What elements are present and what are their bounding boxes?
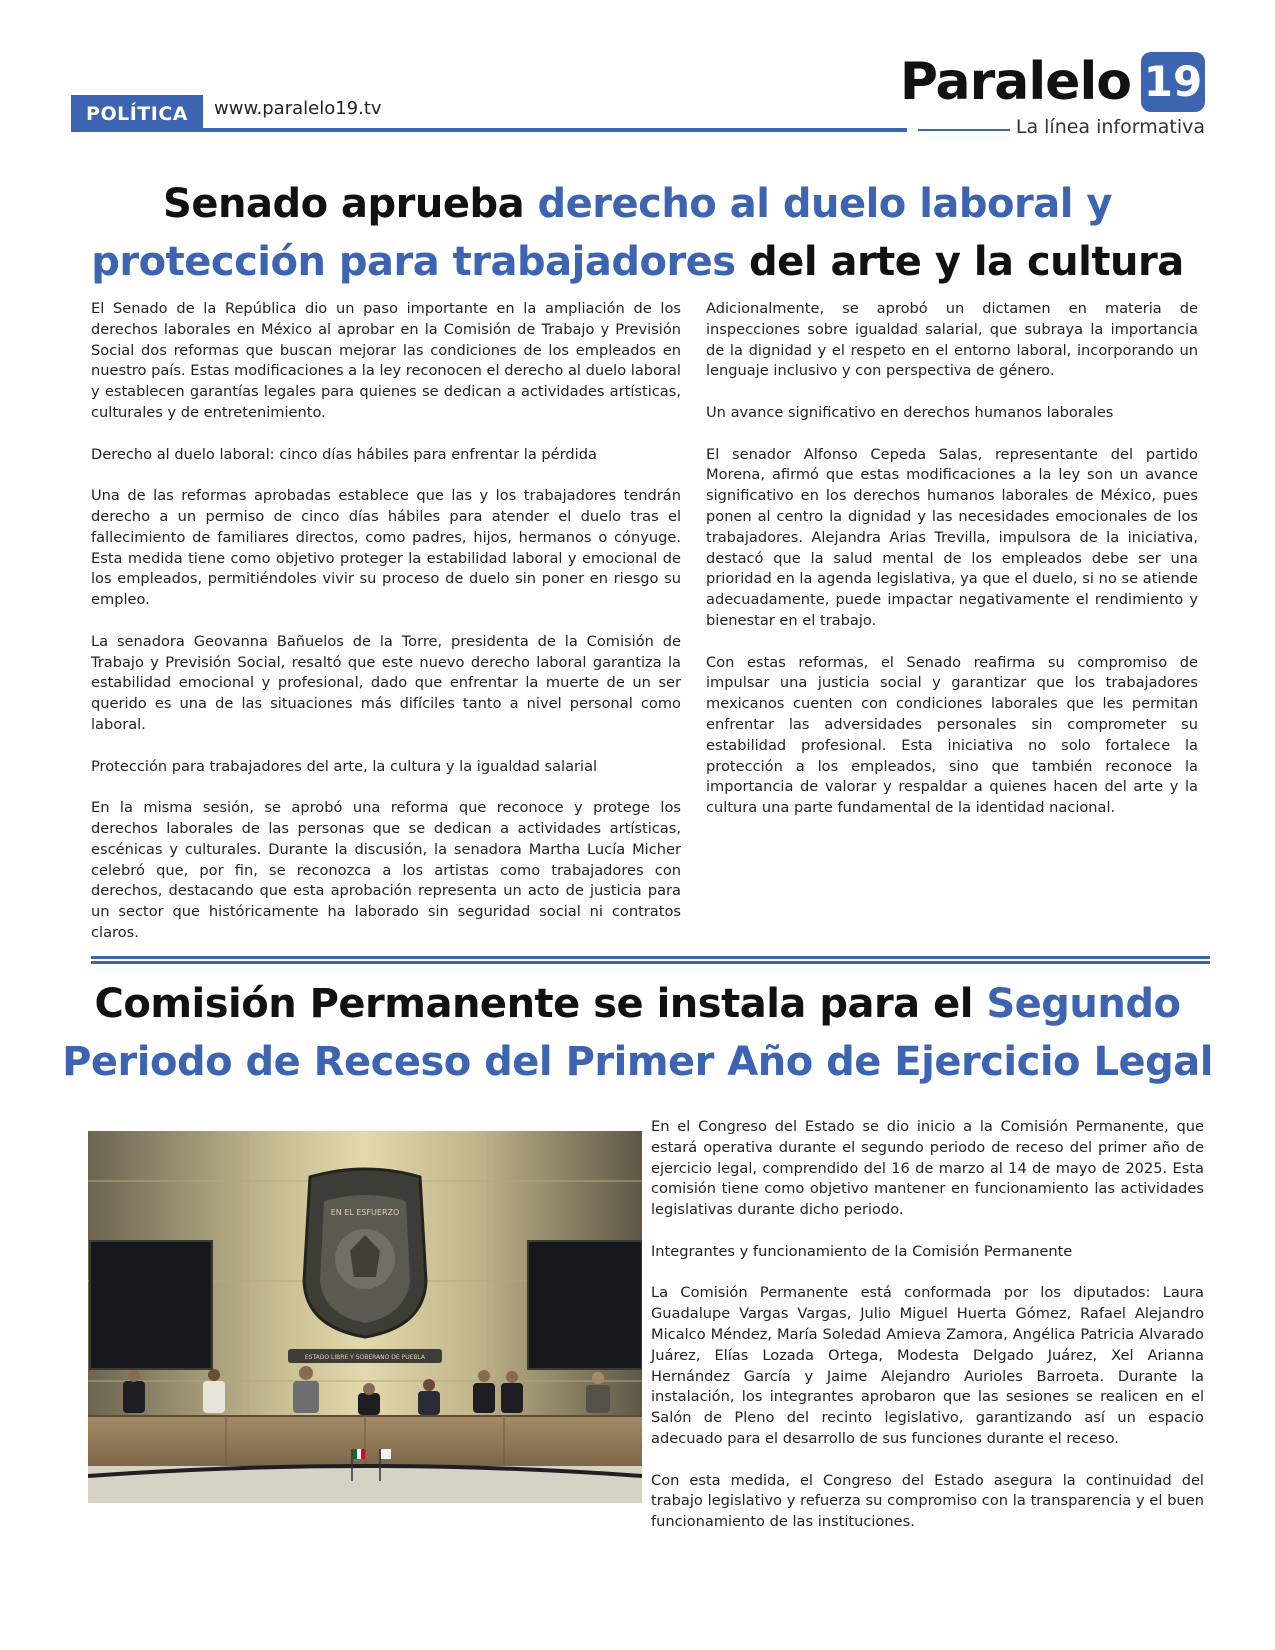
subheading: Derecho al duelo laboral: cinco días hábiles para enfrentar la pérdida: [91, 445, 597, 463]
paragraph: En la misma sesión, se aprobó una reforma que reconoce y protege los derechos laborales de las personas que se dedican a actividades artísticas, escénicas y culturales. Durante la discusión, la senadora Martha Lucía Micher celebró que, por fin, se reconozca a los artistas como trabajadores con derechos, destacando que esta aprobación representa un acto de justicia para un sector que históricamente ha laborado sin seguridad social ni contratos claros.: [91, 799, 681, 941]
site-url-link[interactable]: www.paralelo19.tv: [214, 98, 382, 119]
left-screen: [90, 1241, 212, 1369]
headline-highlight: Segundo Periodo de Receso del Primer Año de Ejercicio Legal: [62, 981, 1213, 1085]
paragraph: En el Congreso del Estado se dio inicio a la Comisión Permanente, que estará operativa durante el segundo periodo de receso del primer año de ejercicio legal, comprendido del 16 de marzo al 14 de mayo de 2025. Esta comisión tiene como objetivo mantener en funcionamiento las actividades legislativas durante dicho periodo.: [651, 1118, 1204, 1219]
subheading: Protección para trabajadores del arte, la cultura y la igualdad salarial: [91, 757, 598, 775]
paragraph: La senadora Geovanna Bañuelos de la Torre, presidenta de la Comisión de Trabajo y Previsión Social, resaltó que este nuevo derecho laboral garantiza la estabilidad emocional y profesional, dado que enfrentar la muerte de un ser querido es una de las situaciones más difíciles tanto a nivel personal como laboral.: [91, 632, 681, 733]
header-rule: [71, 128, 907, 132]
paragraph: Con estas reformas, el Senado reafirma su compromiso de impulsar una justicia social y garantizar que los trabajadores mexicanos cuenten con condiciones laborales que les permitan enfrentar las adversidades personales sin comprometer su estabilidad profesional. Esta iniciativa no solo fortalece la protección a los empleados, sino que también reconoce la importancia de valorar y respaldar a quienes hacen del arte y la cultura una parte fundamental de la identidad nacional.: [706, 653, 1198, 817]
seal-caption: ESTADO LIBRE Y SOBERANO DE PUEBLA: [304, 1354, 426, 1361]
brand-number-badge: 19: [1141, 52, 1205, 112]
right-screen: [528, 1241, 642, 1369]
section-badge[interactable]: POLÍTICA: [71, 95, 203, 132]
brand-name: Paralelo: [899, 52, 1131, 112]
paragraph: El Senado de la República dio un paso importante en la ampliación de los derechos laborales en México al aprobar en la Comisión de Trabajo y Previsión Social dos reformas que buscan mejorar las condiciones de los empleados en nuestro país. Estas modificaciones a la ley reconocen el derecho al duelo laboral y establecen garantías legales para quienes se dedican a actividades artísticas, culturales y de entretenimiento.: [91, 300, 681, 421]
paragraph: Con esta medida, el Congreso del Estado asegura la continuidad del trabajo legislativo y refuerza su compromiso con la transparencia y el buen funcionamiento de las instituciones.: [651, 1471, 1204, 1531]
brand-rule: [918, 129, 1010, 131]
article-1-column-left: [91, 299, 681, 944]
section-divider: [91, 956, 1210, 964]
paragraph: La Comisión Permanente está conformada por los diputados: Laura Guadalupe Vargas Vargas, Julio Miguel Huerta Gómez, Rafael Alejandro Micalco Méndez, María Soledad Amieva Zamora, Angélica Patricia Alvarado Juárez, Elías Lozada Ortega, Modesta Delgado Juárez, Xel Arianna Hernández García y Jaime Alejandro Aurioles Barroeta. Durante la instalación, los integrantes aprobaron que las sesiones se realicen en el Salón de Pleno del recinto legislativo, garantizando así un espacio adecuado para el desarrollo de sus funciones durante el receso.: [651, 1284, 1204, 1447]
headline-part: Comisión Permanente se instala para el: [94, 981, 987, 1027]
paragraph: Adicionalmente, se aprobó un dictamen en materia de inspecciones sobre igualdad salarial, que subraya la importancia de la dignidad y el respeto en el entorno laboral, incorporando un lenguaje inclusivo y con perspectiva de género.: [706, 300, 1198, 380]
subheading: Integrantes y funcionamiento de la Comisión Permanente: [651, 1242, 1073, 1260]
headline-part: del arte y la cultura: [735, 239, 1184, 285]
brand-tagline: La línea informativa: [1015, 116, 1205, 138]
article-2-body: [651, 1117, 1204, 1533]
subheading: Un avance significativo en derechos humanos laborales: [706, 403, 1114, 421]
article-2-headline: [60, 975, 1215, 1091]
article-1-headline: [60, 175, 1215, 291]
congress-session-photo: [88, 1131, 642, 1503]
headline-part: Senado aprueba: [163, 181, 538, 227]
paragraph: El senador Alfonso Cepeda Salas, representante del partido Morena, afirmó que estas modificaciones a la ley son un avance significativo en los derechos humanos laborales de México, pues ponen al centro la dignidad y las necesidades emocionales de los trabajadores. Alejandra Arias Trevilla, impulsora de la iniciativa, destacó que la salud mental de los empleados debe ser una prioridad en la agenda legislativa, ya que el duelo, si no se atiende adecuadamente, puede impactar negativamente el rendimiento y bienestar en el trabajo.: [706, 445, 1198, 629]
headline-highlight: derecho al duelo laboral y protección para trabajadores: [91, 181, 1112, 285]
paragraph: Una de las reformas aprobadas establece que las y los trabajadores tendrán derecho a un permiso de cinco días hábiles para atender el duelo tras el fallecimiento de familiares directos, como padres, hijos, hermanos o cónyuge. Esta medida tiene como objetivo proteger la estabilidad laboral y emocional de los empleados, permitiéndoles vivir su proceso de duelo sin poner en riesgo su empleo.: [91, 487, 681, 609]
article-1-column-right: [706, 299, 1198, 819]
brand-logo[interactable]: [900, 52, 1205, 112]
seal-motto: EN EL ESFUERZO: [330, 1208, 400, 1217]
